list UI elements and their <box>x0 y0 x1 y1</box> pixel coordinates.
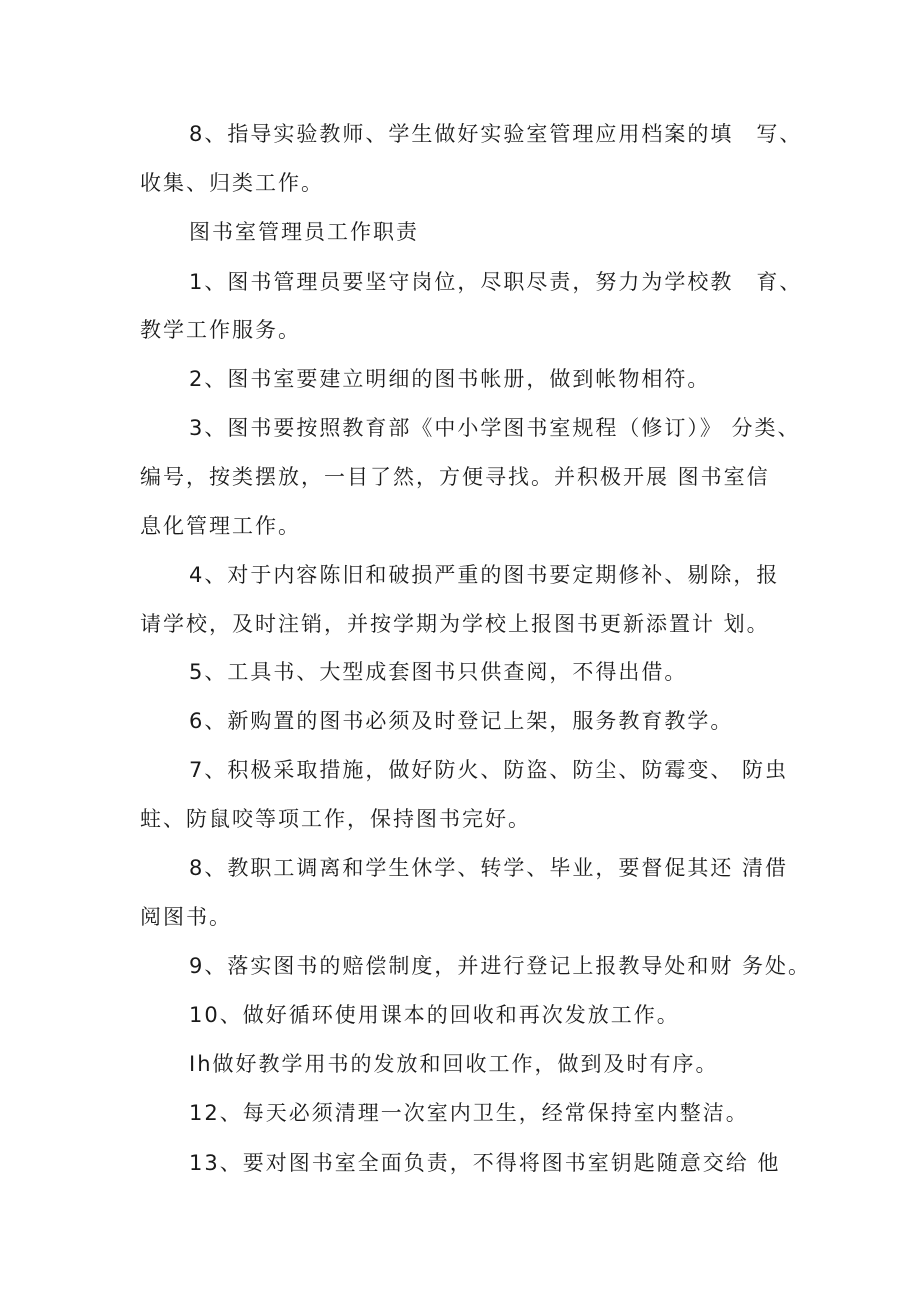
paragraph-line: 6、新购置的图书必须及时登记上架，服务教育教学。 <box>189 709 734 733</box>
paragraph-line: 教学工作服务。 <box>140 318 301 342</box>
paragraph-line: 12、每天必须清理一次室内卫生，经常保持室内整洁。 <box>189 1101 749 1125</box>
paragraph-line: 蛀、防鼠咬等项工作，保持图书完好。 <box>140 807 531 831</box>
paragraph-line: 3、图书要按照教育部《中小学图书室规程（修订）》 分类、 <box>189 416 801 440</box>
paragraph-line: 阅图书。 <box>140 905 232 929</box>
paragraph-line: 8、指导实验教师、学生做好实验室管理应用档案的填 写、 <box>189 122 803 146</box>
paragraph-line: 13、要对图书室全面负责，不得将图书室钥匙随意交给 他 <box>189 1151 781 1175</box>
paragraph-line: 1、图书管理员要坚守岗位，尽职尽责，努力为学校教 育、 <box>189 270 803 294</box>
section-title: 图书室管理员工作职责 <box>189 220 419 244</box>
paragraph-line: 5、工具书、大型成套图书只供查阅，不得出借。 <box>189 660 688 684</box>
paragraph-line: 2、图书室要建立明细的图书帐册，做到帐物相符。 <box>189 367 711 391</box>
paragraph-line: 7、积极采取措施，做好防火、防盗、防尘、防霉变、 防虫 <box>189 758 789 782</box>
paragraph-line: Ih做好教学用书的发放和回收工作，做到及时有序。 <box>189 1052 719 1076</box>
paragraph-line: 8、教职工调离和学生休学、转学、毕业，要督促其还 清借 <box>189 856 789 880</box>
paragraph-line: 息化管理工作。 <box>140 514 301 538</box>
paragraph-line: 收集、归类工作。 <box>140 171 324 195</box>
paragraph-line: 9、落实图书的赔偿制度，并进行登记上报教导处和财 务处。 <box>189 954 812 978</box>
paragraph-line: 10、做好循环使用课本的回收和再次发放工作。 <box>189 1003 680 1027</box>
paragraph-line: 编号，按类摆放，一目了然，方便寻找。并积极开展 图书室信 <box>140 465 770 489</box>
paragraph-line: 请学校，及时注销，并按学期为学校上报图书更新添置计 划。 <box>140 612 770 636</box>
paragraph-line: 4、对于内容陈旧和破损严重的图书要定期修补、剔除，报 <box>189 563 780 587</box>
